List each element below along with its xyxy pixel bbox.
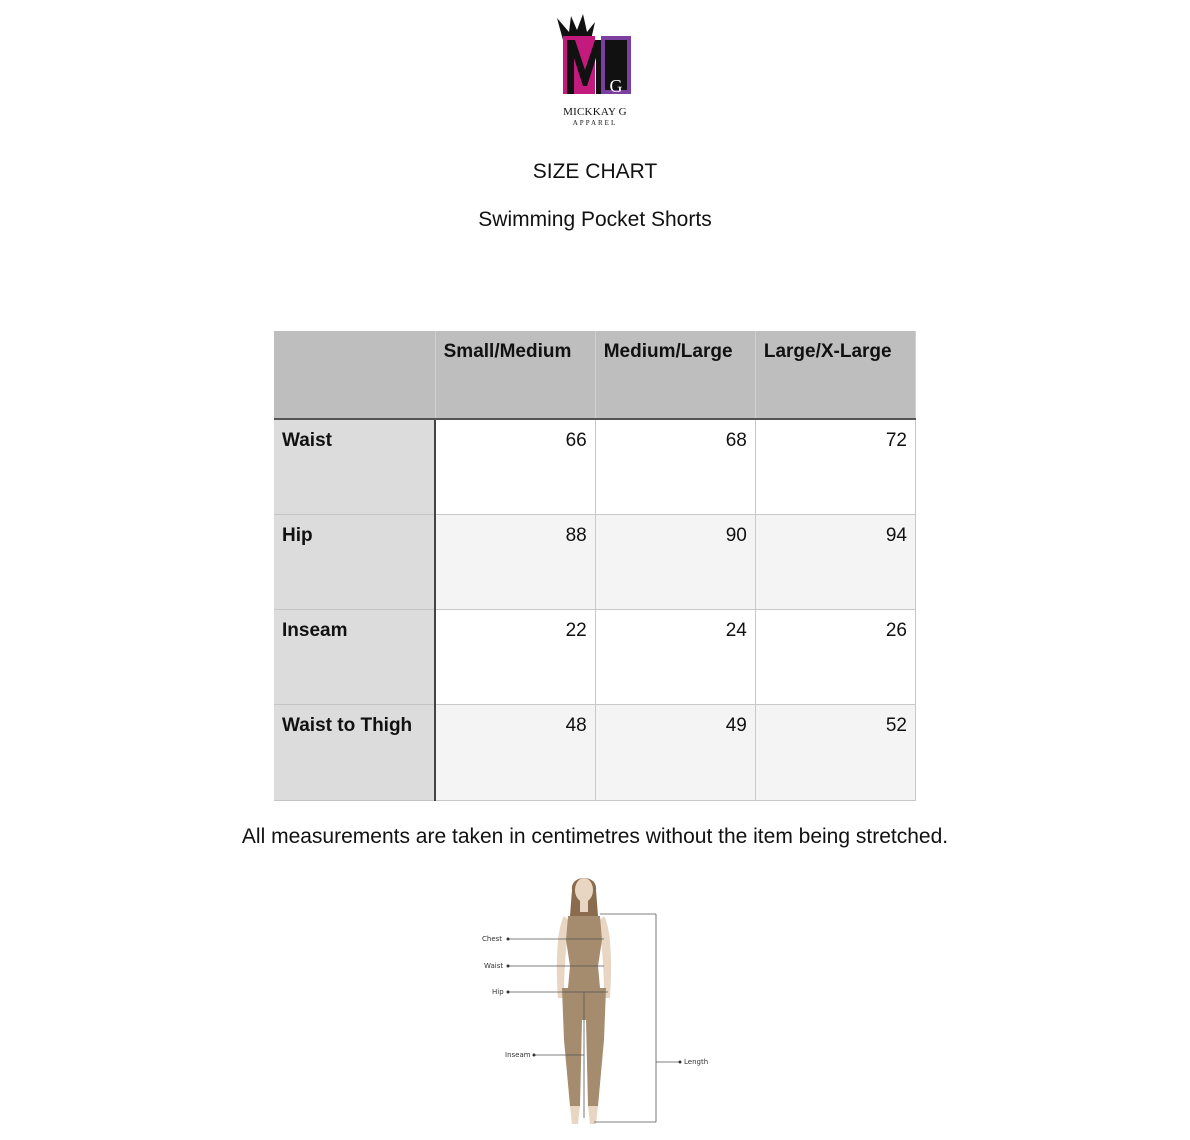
table-header-corner xyxy=(274,331,435,419)
table-cell: 88 xyxy=(435,514,595,609)
brand-logo xyxy=(545,10,645,127)
row-label: Waist xyxy=(274,419,435,514)
row-label: Inseam xyxy=(274,609,435,704)
table-row-hip xyxy=(274,514,916,609)
brand-name: MICKKAY G xyxy=(563,106,627,118)
size-chart-table xyxy=(274,331,916,801)
table-cell: 66 xyxy=(435,419,595,514)
table-cell: 72 xyxy=(755,419,915,514)
row-label: Waist to Thigh xyxy=(274,704,435,800)
table-cell: 48 xyxy=(435,704,595,800)
table-cell: 52 xyxy=(755,704,915,800)
column-header-medium-large: Medium/Large xyxy=(595,331,755,419)
figure-label-waist: Waist xyxy=(484,962,504,970)
table-cell: 68 xyxy=(595,419,755,514)
row-label: Hip xyxy=(274,514,435,609)
table-row-inseam xyxy=(274,609,916,704)
figure-label-length: Length xyxy=(684,1058,709,1066)
table-cell: 26 xyxy=(755,609,915,704)
figure-label-hip: Hip xyxy=(492,988,504,996)
table-cell: 90 xyxy=(595,514,755,609)
figure-label-inseam: Inseam xyxy=(505,1051,531,1059)
table-row-waist-to-thigh xyxy=(274,704,916,800)
table-cell: 24 xyxy=(595,609,755,704)
page-title: SIZE CHART xyxy=(532,160,658,183)
table-cell: 94 xyxy=(755,514,915,609)
figure-label-chest: Chest xyxy=(482,935,503,943)
brand-tagline: APPAREL xyxy=(572,119,618,127)
table-cell: 49 xyxy=(595,704,755,800)
table-cell: 22 xyxy=(435,609,595,704)
column-header-large-xlarge: Large/X-Large xyxy=(755,331,915,419)
body-measurement-illustration xyxy=(470,870,730,1132)
measurement-figure xyxy=(470,870,730,1132)
table-row-waist xyxy=(274,419,916,514)
crown-mg-logo-icon xyxy=(545,10,645,106)
column-header-small-medium: Small/Medium xyxy=(435,331,595,419)
measurement-note: All measurements are taken in centimetres without the item being stretched. xyxy=(241,825,949,848)
page-subtitle: Swimming Pocket Shorts xyxy=(478,208,712,231)
table-header-row xyxy=(274,331,916,419)
svg-text:G: G xyxy=(609,76,623,96)
